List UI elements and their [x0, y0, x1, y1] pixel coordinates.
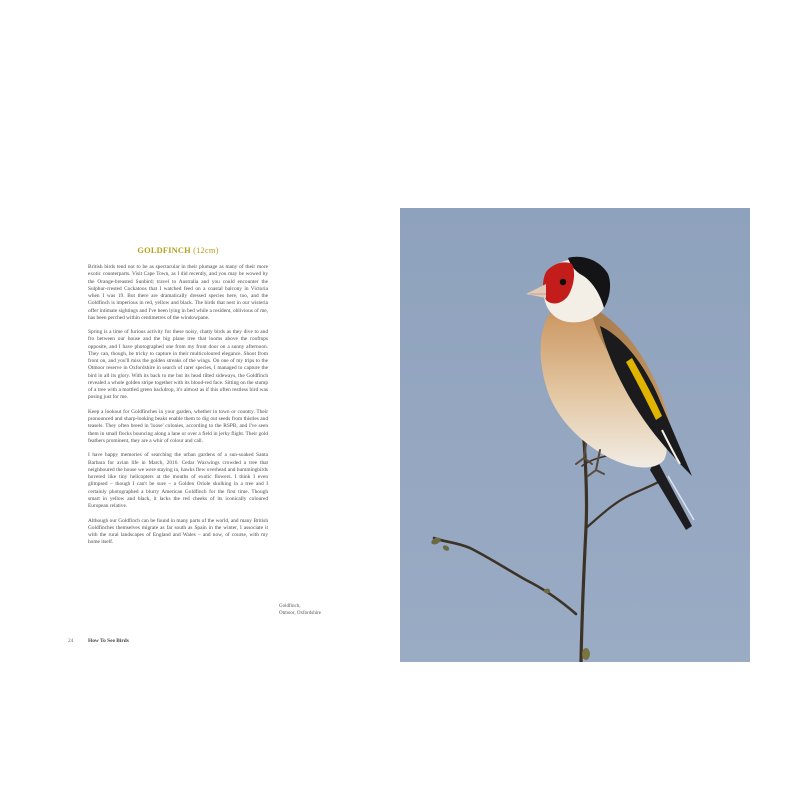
article-body [88, 264, 268, 554]
eye [560, 279, 566, 285]
species-heading [88, 246, 268, 255]
paragraph: Although our Goldfinch can be found in many parts of the world, and many British Goldfinches themselves migrate as far south as Spain in the winter, I associate it with the rural landscapes of England and Wales – and now, of course, with my home itself. [88, 517, 268, 546]
caption-species: Goldfinch, [279, 604, 301, 609]
paragraph: I have happy memories of searching the urban gardens of a sun-soaked Santa Barbara for avian life in March, 2016. Cedar Waxwings crowded a tree that neighboured the house we were staying in, hawks flew overhead and hummingbirds hovered like tiny helicopters at the mouths of exotic flowers. I think I even glimpsed – though I can't be sure – a Golden Oriole skulking in a tree and I certainly photographed a blurry American Goldfinch for the first time. Though smart in yellow and black, it lacks the red cheeks of its iconically coloured European relative. [88, 452, 268, 510]
goldfinch-illustration [400, 208, 750, 662]
paragraph: Keep a lookout for Goldfinches in your garden, whether in town or country. Their pronounced and sharp-looking beaks enable them to dig out seeds from thistles and teasels. They often breed in 'loose' colonies, according to the RSPB, and I've seen them in small flocks bouncing along a lane or over a field in jerky flight. Their gold feathers prominent, they are a whir of colour and call. [88, 408, 268, 444]
caption-location: Otmoor, Oxfordshire [279, 611, 322, 616]
species-size: (12cm) [190, 246, 219, 255]
goldfinch-photo [400, 208, 750, 662]
page-number: 24 [68, 638, 74, 644]
paragraph: British birds tend not to be as spectacular in their plumage as many of their more exotic counterparts. Visit Cape Town, as I did recently, and you may be wowed by the Orange-breasted Sunbird; travel to Australia and you could encounter the Sulphur-crested Cockatoos that I watched feed on a coastal balcony in Victoria when I was 19. But there are dramatically dressed species here, too, and the Goldfinch is imperious in red, yellow and black. The birds that nest in our wisteria offer intimate sightings and I've been lying in bed while a resident, oblivious of me, has been perched within centimetres of the windowpane. [88, 264, 268, 321]
species-name: GOLDFINCH [137, 246, 191, 255]
paragraph: Spring is a time of furious activity for these noisy, chatty birds as they dive to and fro between our house and the big plane tree that looms above the rooftops opposite, and I have photographed one from my front door on a sunny afternoon. They can, though, be tricky to capture in their multicoloured elegance. Shoot from front on, and you'll miss the golden streaks of the wings. On one of my trips to the Otmoor reserve in Oxfordshire in search of rarer species, I managed to capture the bird in all its glory. With its back to me but its head tilted sideways, the Goldfinch revealed a whole golden stripe together with its blood-red face. Sitting on the stump of a tree with a mottled green backdrop, it's almost as if this often restless bird was posing just for me. [88, 329, 268, 401]
photo-caption [279, 603, 359, 617]
running-title: How To See Birds [88, 638, 129, 644]
